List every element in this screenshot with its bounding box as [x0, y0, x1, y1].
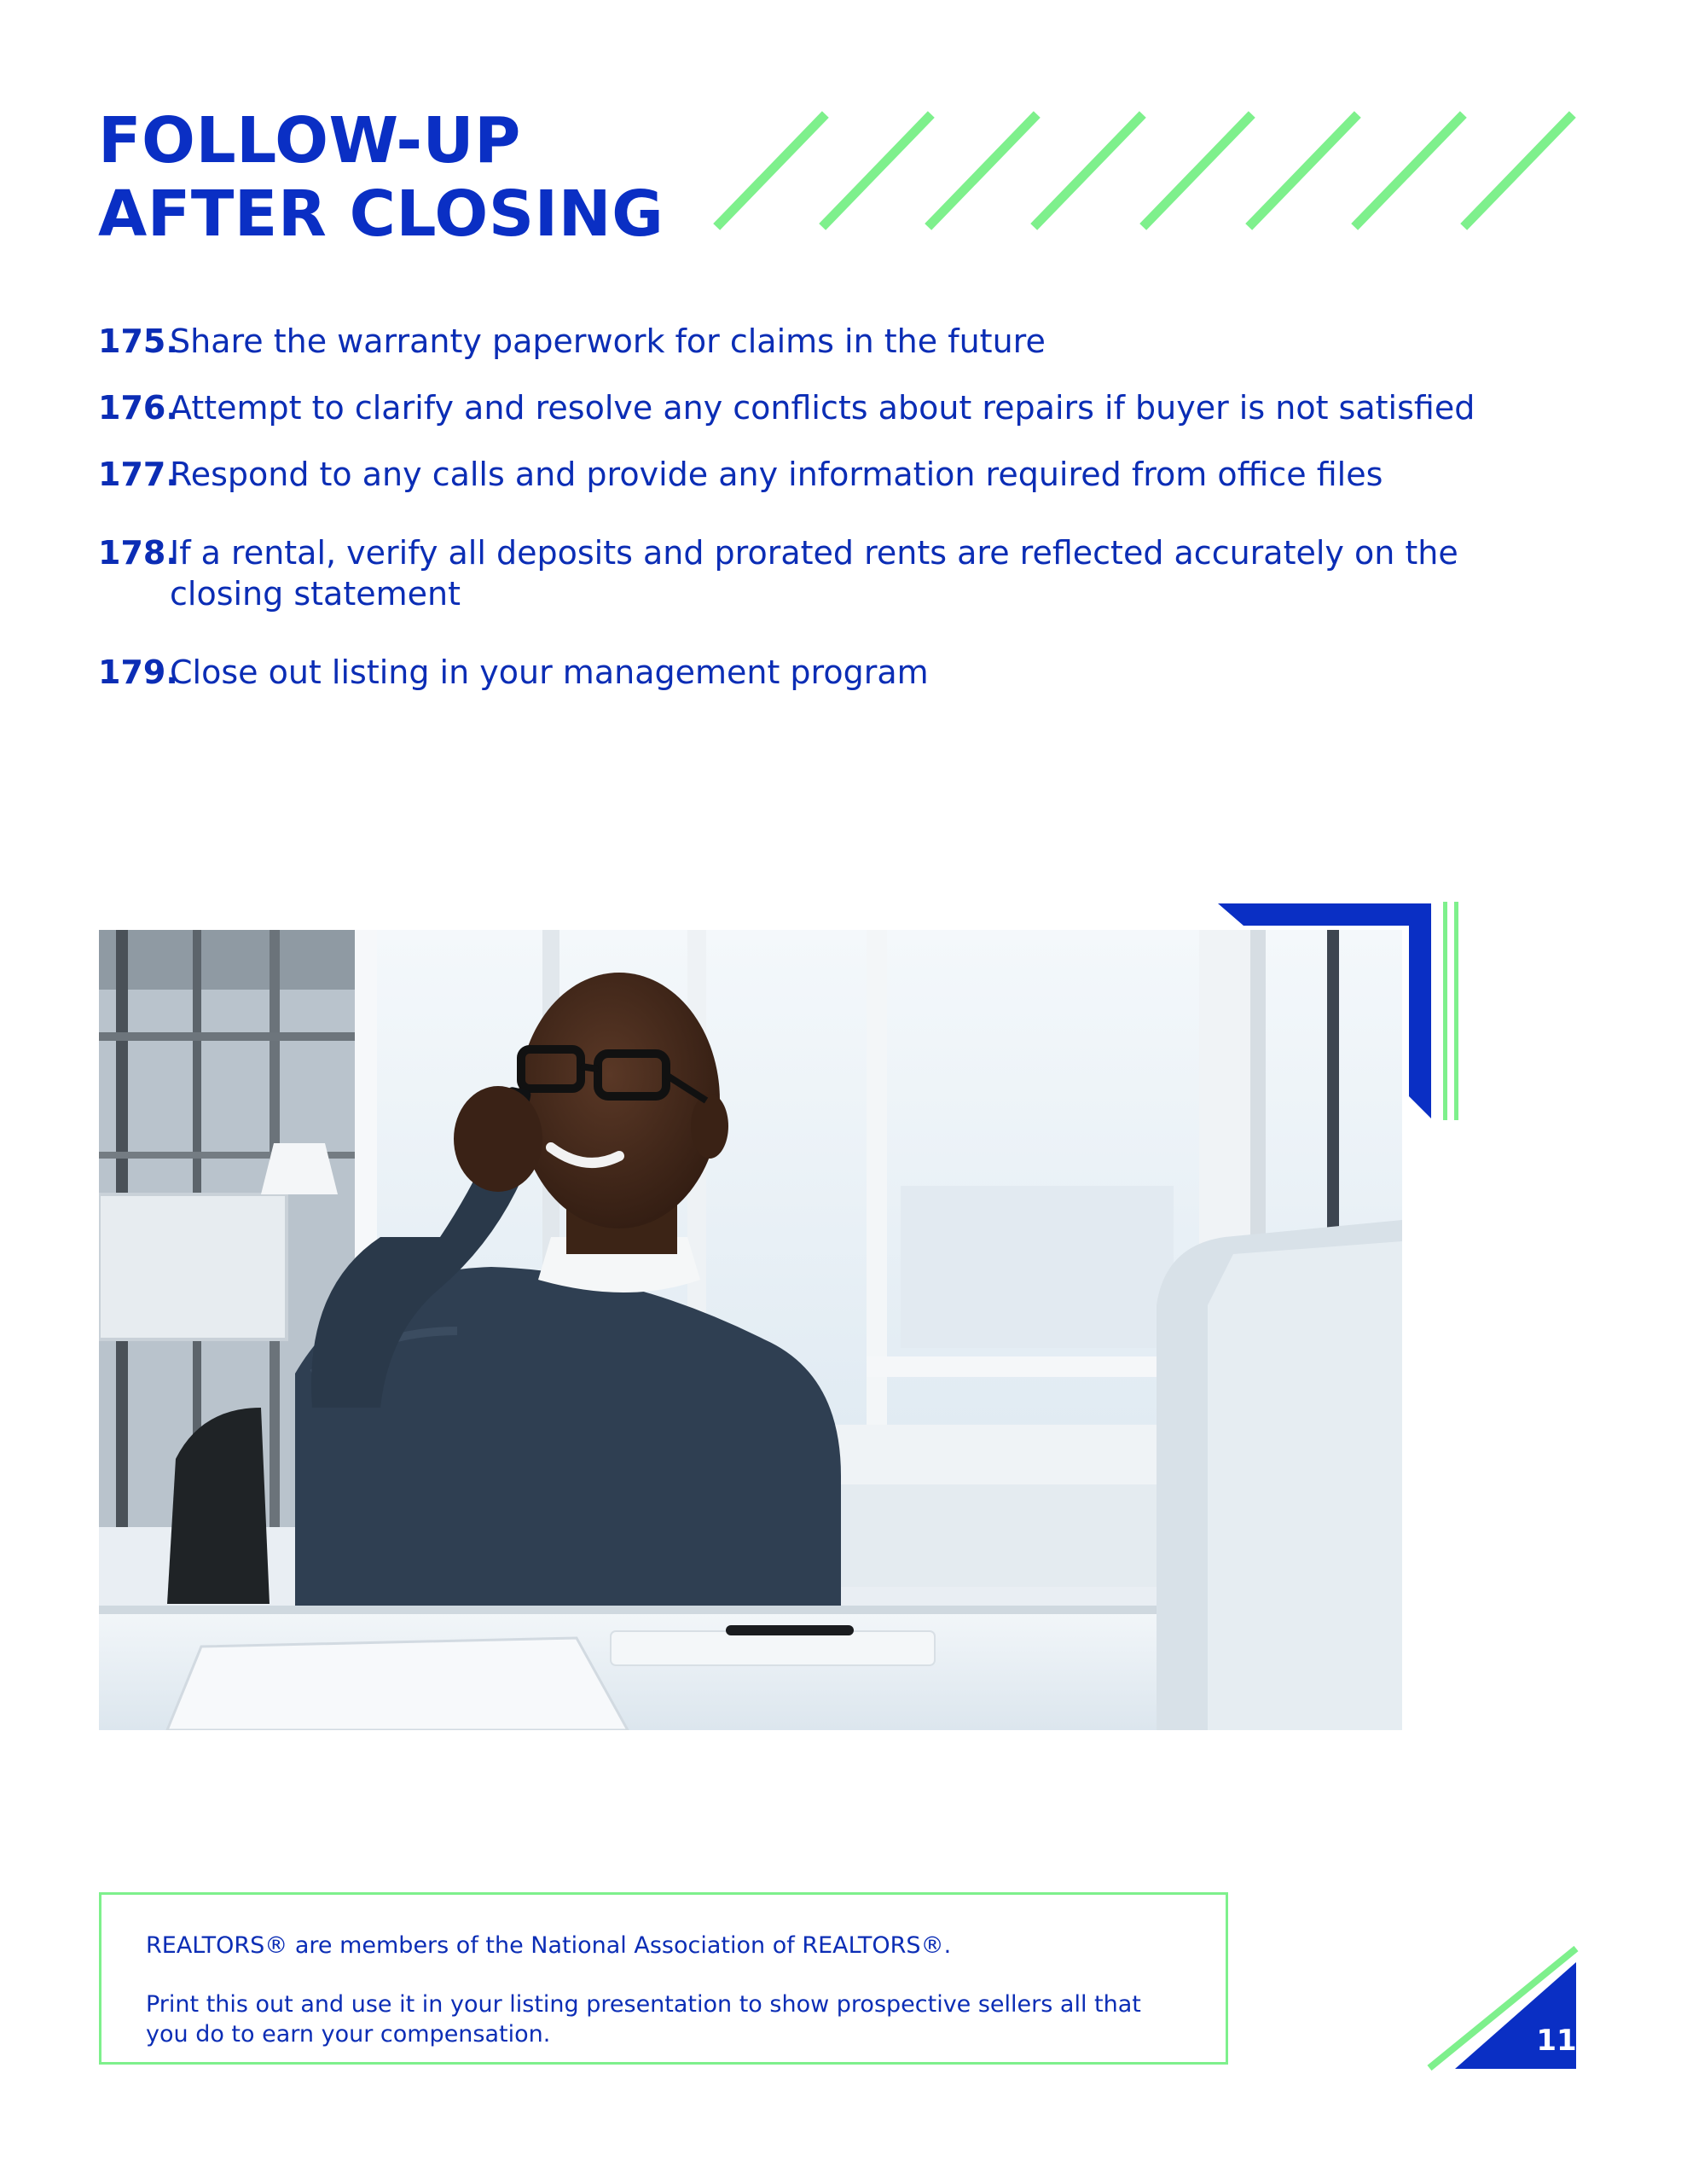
- page-title: [98, 104, 664, 251]
- item-text: Share the warranty paperwork for claims in the future: [170, 322, 1046, 360]
- item-number: 175.: [98, 322, 178, 360]
- list-item: [98, 454, 1548, 495]
- list-item: [98, 652, 1548, 693]
- title-line-2: AFTER CLOSING: [98, 177, 664, 251]
- decorative-stripes: [708, 111, 1595, 230]
- item-number: 179.: [98, 653, 178, 691]
- list-item: [98, 321, 1548, 362]
- item-number: 178.: [98, 534, 178, 572]
- item-text: Respond to any calls and provide any information required from office files: [170, 456, 1383, 493]
- list-item: [98, 387, 1548, 428]
- item-text: Attempt to clarify and resolve any conflicts about repairs if buyer is not satisfied: [170, 389, 1475, 427]
- photo-illustration: [99, 930, 1402, 1730]
- notice-line-2: Print this out and use it in your listing presentation to show prospective sellers all that you do to earn your compensation.: [146, 1991, 1141, 2048]
- page-number: 11: [1536, 2024, 1577, 2058]
- membership-notice: [99, 1892, 1228, 2065]
- item-text: If a rental, verify all deposits and prorated rents are reflected accurately on the closing statement: [170, 534, 1458, 613]
- title-line-1: FOLLOW-UP: [98, 104, 521, 177]
- list-item: [98, 532, 1548, 614]
- notice-line-1: REALTORS® are members of the National Association of REALTORS®.: [146, 1932, 952, 1959]
- man-on-phone-photo: [99, 930, 1402, 1730]
- item-number: 176.: [98, 389, 178, 427]
- item-number: 177.: [98, 456, 178, 493]
- item-text: Close out listing in your management program: [170, 653, 929, 691]
